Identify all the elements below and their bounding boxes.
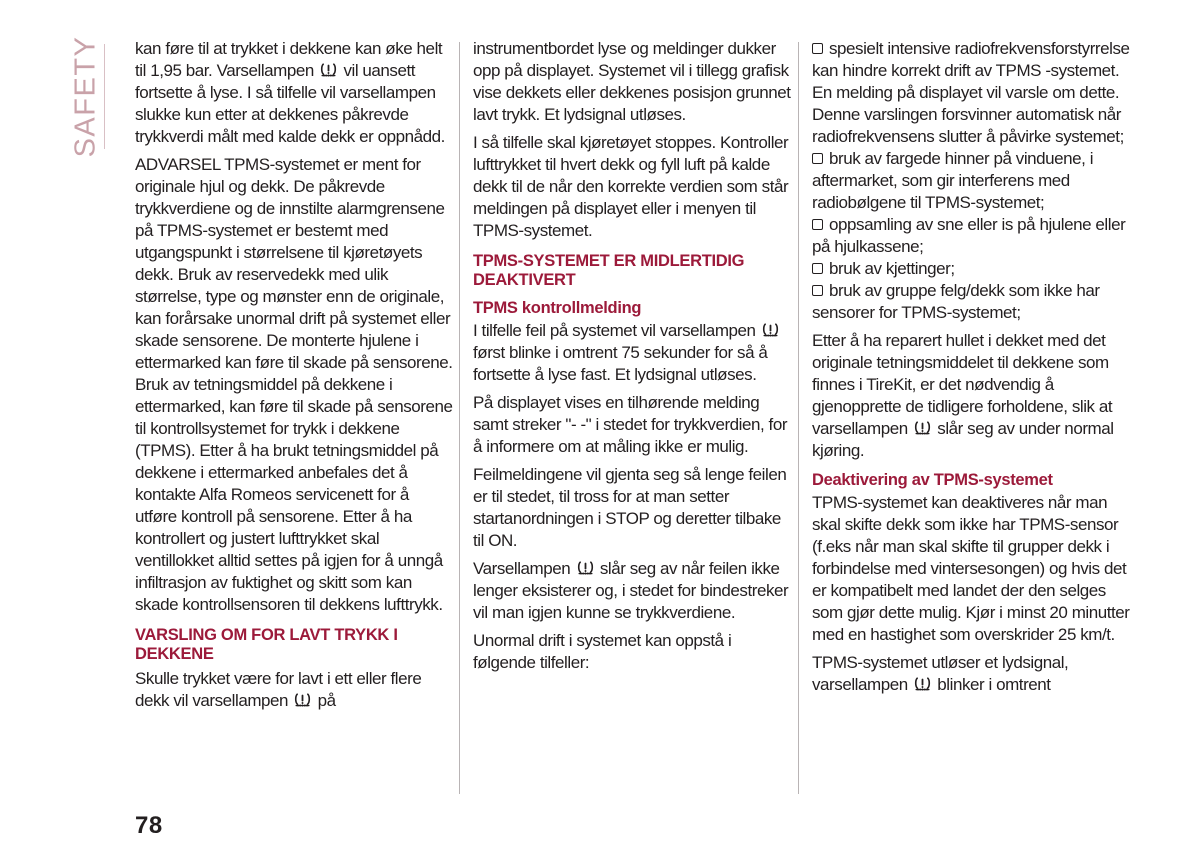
paragraph: I så tilfelle skal kjøretøyet stoppes. Kontroller lufttrykket til hvert dekk og fyll luft på kalde dekk til de når den korrekte verdien som står meldingen på displayet eller i menyen til TPMS-systemet. xyxy=(473,133,789,240)
paragraph xyxy=(135,38,453,148)
section-heading: VARSLING OM FOR LAVT TRYKK I DEKKENE xyxy=(135,626,398,663)
checkbox-bullet-icon xyxy=(812,153,823,164)
paragraph: TPMS-systemet kan deaktiveres når man skal skifte dekk som ikke har TPMS-sensor (f.eks når man skal skifte til grupper dekk i forbindelse med vintersesongen) og hvis det er kompatibelt med landet der den selges som gjør dette mulig. Kjør i minst 20 minutter med en hastighet som overskrider 25 km/t. xyxy=(812,493,1130,644)
paragraph-text: TPMS-systemet utløser et lydsignal, varsellampen xyxy=(812,653,1069,694)
checkbox-bullet-icon xyxy=(812,219,823,230)
section-tab-label: SAFETY xyxy=(69,35,102,157)
paragraph-text: kan føre til at trykket i dekkene kan øke helt til 1,95 bar. Varsellampen xyxy=(135,39,443,80)
checkbox-bullet-icon xyxy=(812,43,823,54)
column-separator xyxy=(459,42,460,794)
text-column-2 xyxy=(473,38,791,680)
subsection-heading: Deaktivering av TPMS-systemet xyxy=(812,471,1053,489)
tire-pressure-warning-icon xyxy=(914,420,931,435)
list-item-text: oppsamling av sne eller is på hjulene eller på hjulkassene; xyxy=(812,215,1126,256)
list-item xyxy=(812,38,1130,148)
subsection-heading: TPMS kontrollmelding xyxy=(473,299,642,317)
list-item-text: bruk av kjettinger; xyxy=(829,259,955,278)
paragraph: Unormal drift i systemet kan oppstå i følgende tilfeller: xyxy=(473,631,732,672)
paragraph-text: slår seg av når feilen ikke lenger eksisterer og, i stedet for bindestreker vil man igjen kunne se trykkverdiene. xyxy=(473,559,789,622)
tire-pressure-warning-icon xyxy=(762,322,779,337)
paragraph xyxy=(473,558,791,624)
text-column-3 xyxy=(812,38,1130,702)
paragraph-text: Etter å ha reparert hullet i dekket med det originale tetningsmiddelet til dekkene som finnes i TireKit, er det nødvendig å gjenopprette de tidligere forholdene, slik at varsellampen xyxy=(812,331,1113,438)
paragraph xyxy=(473,320,791,386)
list-item-text: spesielt intensive radiofrekvensforstyrrelse kan hindre korrekt drift av TPMS -systemet. En melding på displayet vil varsle om dette. Denne varslingen forsvinner automatisk når radiofrekvensens slutter å påvirke systemet; xyxy=(812,39,1130,146)
list-item-text: bruk av gruppe felg/dekk som ikke har sensorer for TPMS-systemet; xyxy=(812,281,1100,322)
paragraph xyxy=(135,668,453,712)
section-tab xyxy=(66,35,106,157)
column-separator xyxy=(798,42,799,794)
warning-paragraph: ADVARSEL TPMS-systemet er ment for originale hjul og dekk. De påkrevde trykkverdiene og de innstilte alarmgrensene på TPMS-systemet er bestemt med utgangspunkt i størrelsene til kjøretøyets dekk. Bruk av reservedekk med ulik størrelse, type og mønster enn de originale, kan forårsake unormal drift på systemet eller skade sensorene. De monterte hjulene i ettermarked kan føre til skade på sensorene. Bruk av tetningsmiddel på dekkene i ettermarked, kan føre til skade på sensorene til kontrollsystemet for trykk i dekkene (TPMS). Etter å ha brukt tetningsmiddel på dekkene i ettermarked anbefales det å kontakte Alfa Romeos servicenett for å utføre kontroll på sensorene. Etter å ha kontrollert og justert lufttrykket skal ventillokket alltid settes på igjen for å unngå infiltrasjon av fuktighet og skitt som kan skade kontrollsensoren til dekkens lufttrykk. xyxy=(135,155,453,614)
paragraph: På displayet vises en tilhørende melding samt streker "- -" i stedet for trykkverdien, for å informere om at måling ikke er mulig. xyxy=(473,393,788,456)
page-number: 78 xyxy=(135,812,163,839)
paragraph-text: vil uansett fortsette å lyse. I så tilfelle vil varsellampen slukke kun etter at dekkenes påkrevde trykkverdi målt med kalde dekk er oppnådd. xyxy=(135,61,445,146)
paragraph-text: først blinke i omtrent 75 sekunder for så å fortsette å lyse fast. Et lydsignal utløses. xyxy=(473,343,768,384)
list-item-text: bruk av fargede hinner på vinduene, i aftermarket, som gir interferens med radiobølgene til TPMS-systemet; xyxy=(812,149,1094,212)
paragraph-text: på xyxy=(317,691,336,710)
list-item xyxy=(812,148,1130,214)
paragraph: instrumentbordet lyse og meldinger dukker opp på displayet. Systemet vil i tillegg grafisk vise dekkets eller dekkenes posisjon grunnet lavt trykk. Et lydsignal utløses. xyxy=(473,39,791,124)
section-heading: TPMS-SYSTEMET ER MIDLERTIDIG DEAKTIVERT xyxy=(473,252,745,289)
tire-pressure-warning-icon xyxy=(914,676,931,691)
checkbox-bullet-icon xyxy=(812,263,823,274)
paragraph-text: I tilfelle feil på systemet vil varsellampen xyxy=(473,321,756,340)
tire-pressure-warning-icon xyxy=(294,692,311,707)
tire-pressure-warning-icon xyxy=(320,62,337,77)
paragraph-text: blinker i omtrent xyxy=(937,675,1051,694)
list-item xyxy=(812,280,1130,324)
checkbox-bullet-icon xyxy=(812,285,823,296)
tire-pressure-warning-icon xyxy=(577,560,594,575)
paragraph-text: slår seg av under normal kjøring. xyxy=(812,419,1114,460)
section-tab-divider xyxy=(104,44,105,149)
paragraph-text: Varsellampen xyxy=(473,559,571,578)
list-item xyxy=(812,258,1130,280)
paragraph xyxy=(812,652,1130,696)
list-item xyxy=(812,214,1130,258)
paragraph xyxy=(812,330,1130,462)
paragraph-text: Skulle trykket være for lavt i ett eller flere dekk vil varsellampen xyxy=(135,669,422,710)
paragraph: Feilmeldingene vil gjenta seg så lenge feilen er til stedet, til tross for at man setter startanordningen i STOP og deretter tilbake til ON. xyxy=(473,465,787,550)
text-column-1 xyxy=(135,38,453,718)
